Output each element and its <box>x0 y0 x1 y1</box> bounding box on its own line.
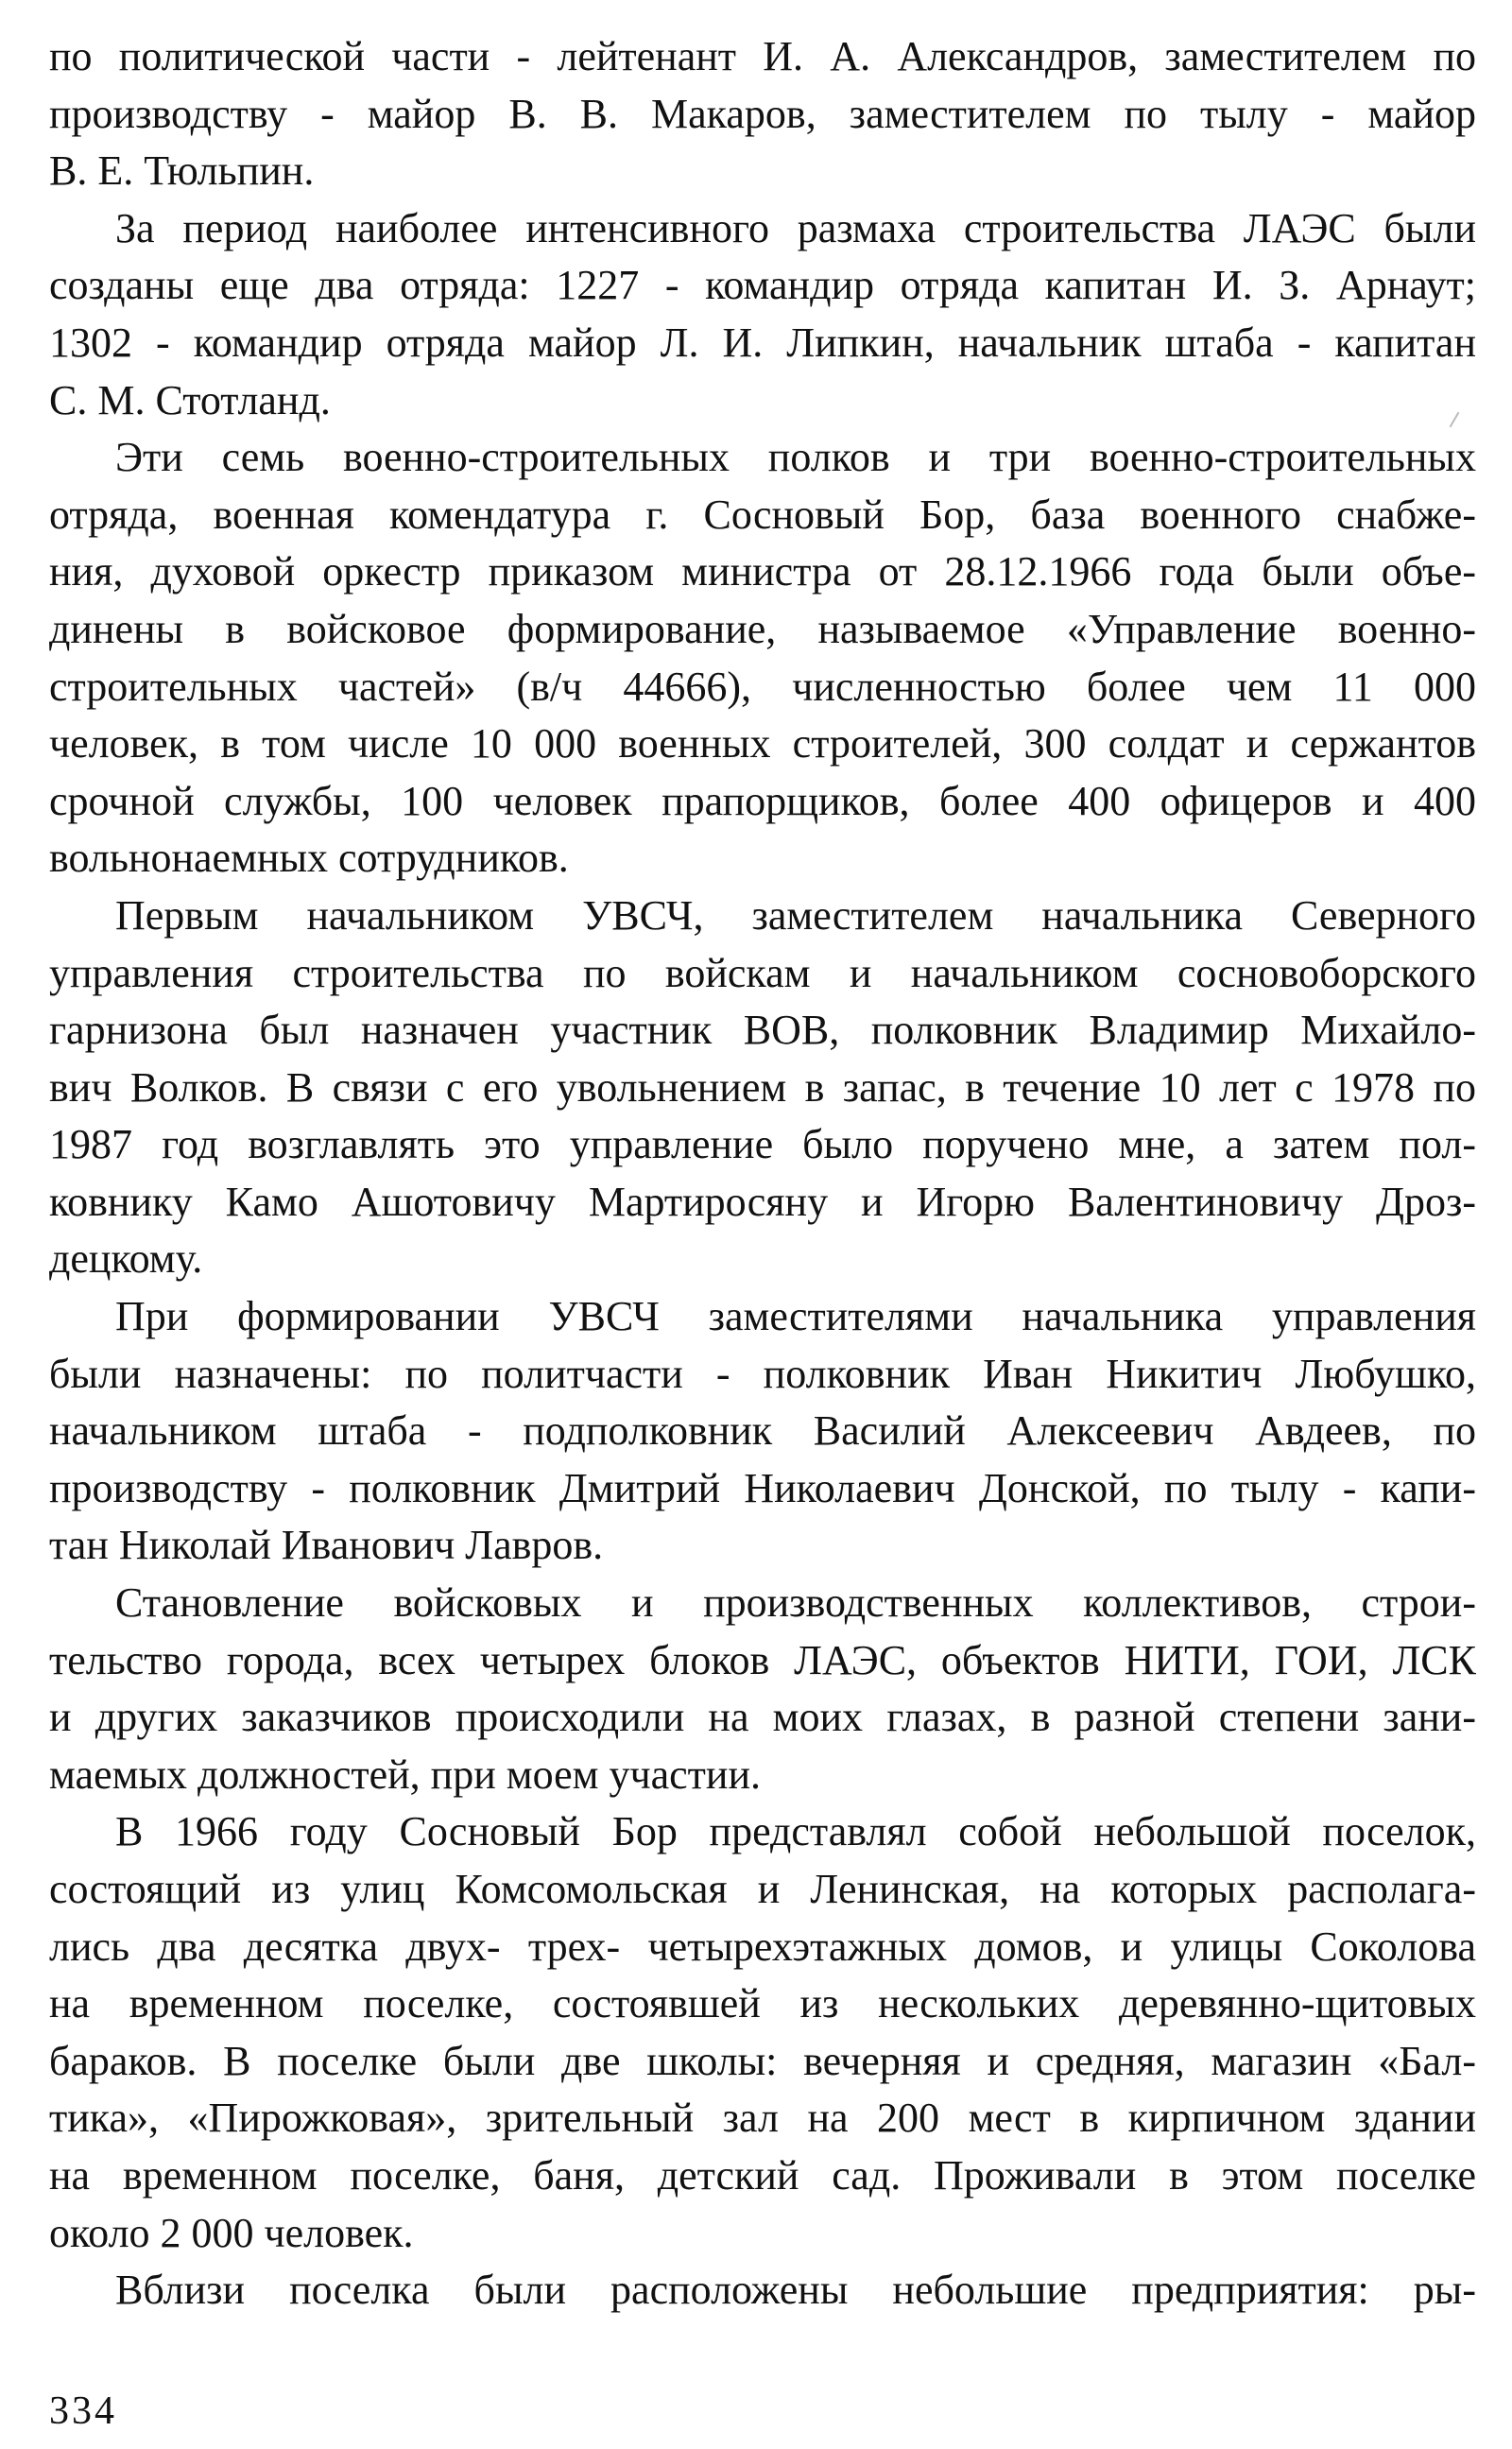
text-line: 1302 - командир отряда майор Л. И. Липкин, начальник штаба - капитан <box>49 319 1476 366</box>
text-line: человек, в том числе 10 000 военных строителей, 300 солдат и сержантов <box>49 720 1476 767</box>
text-line: С. М. Стотланд. <box>49 376 331 423</box>
text-line: вольнонаемных сотрудников. <box>49 835 569 882</box>
text-line: на временном поселке, баня, детский сад. Проживали в этом поселке <box>49 2151 1476 2199</box>
text-line: При формировании УВСЧ заместителями начальника управления <box>115 1293 1476 1340</box>
text-line: созданы еще два отряда: 1227 - командир отряда капитан И. З. Арнаут; <box>49 262 1476 309</box>
text-line: по политической части - лейтенант И. А. Александров, заместителем по <box>49 33 1476 79</box>
text-line: ния, духовой оркестр приказом министра от 28.12.1966 года были объе- <box>49 548 1476 595</box>
text-line: тика», «Пирожковая», зрительный зал на 200 мест в кирпичном здании <box>49 2095 1476 2142</box>
text-line: гарнизона был назначен участник ВОВ, полковник Владимир Михайло- <box>49 1007 1476 1054</box>
text-line: тан Николай Иванович Лавров. <box>49 1522 604 1569</box>
text-line: срочной службы, 100 человек прапорщиков, более 400 офицеров и 400 <box>49 777 1476 824</box>
text-line: были назначены: по политчасти - полковник Иван Никитич Любушко, <box>49 1350 1476 1397</box>
text-line: Становление войсковых и производственных коллективов, строи- <box>115 1579 1476 1627</box>
text-line: производству - полковник Дмитрий Николаевич Донской, по тылу - капи- <box>49 1464 1476 1511</box>
text-line: отряда, военная комендатура г. Сосновый Бор, база военного снабже- <box>49 491 1476 538</box>
text-line: строительных частей» (в/ч 44666), численностью более чем 11 000 <box>49 663 1476 710</box>
text-line: бараков. В поселке были две школы: вечерняя и средняя, магазин «Бал- <box>49 2037 1476 2084</box>
body-text <box>49 28 1476 2320</box>
page-number: 334 <box>49 2389 117 2433</box>
text-line: За период наиболее интенсивного размаха строительства ЛАЭС были <box>115 204 1476 251</box>
text-line: В. Е. Тюльпин. <box>49 147 315 195</box>
text-line: децкому. <box>49 1235 203 1283</box>
text-line: лись два десятка двух- трех- четырехэтажных домов, и улицы Соколова <box>49 1923 1476 1970</box>
text-line: состоящий из улиц Комсомольская и Ленинская, на которых располага- <box>49 1866 1476 1912</box>
text-line: производству - майор В. В. Макаров, заместителем по тылу - майор <box>49 90 1476 137</box>
text-line: начальником штаба - подполковник Василий Алексеевич Авдеев, по <box>49 1407 1476 1455</box>
text-line: Первым начальником УВСЧ, заместителем начальника Северного <box>115 891 1476 939</box>
text-line: тельство города, всех четырех блоков ЛАЭС, объектов НИТИ, ГОИ, ЛСК <box>49 1636 1476 1683</box>
text-line: динены в войсковое формирование, называемое «Управление военно- <box>49 605 1476 652</box>
text-line: ковнику Камо Ашотовичу Мартиросяну и Игорю Валентиновичу Дроз- <box>49 1178 1476 1225</box>
text-line: В 1966 году Сосновый Бор представлял собой небольшой поселок, <box>115 1808 1476 1855</box>
text-line: маемых должностей, при моем участии. <box>49 1751 762 1798</box>
text-line: Вблизи поселка были расположены небольшие предприятия: ры- <box>115 2267 1476 2314</box>
text-line: около 2 000 человек. <box>49 2209 414 2256</box>
text-line: и других заказчиков происходили на моих глазах, в разной степени зани- <box>49 1694 1476 1741</box>
text-line: 1987 год возглавлять это управление было поручено мне, а затем пол- <box>49 1121 1476 1168</box>
text-line: на временном поселке, состоявшей из нескольких деревянно-щитовых <box>49 1980 1476 2027</box>
text-line: управления строительства по войскам и начальником сосновоборского <box>49 949 1476 996</box>
text-line: Эти семь военно-строительных полков и три военно-строительных <box>115 434 1476 481</box>
text-line: вич Волков. В связи с его увольнением в запас, в течение 10 лет с 1978 по <box>49 1063 1476 1111</box>
